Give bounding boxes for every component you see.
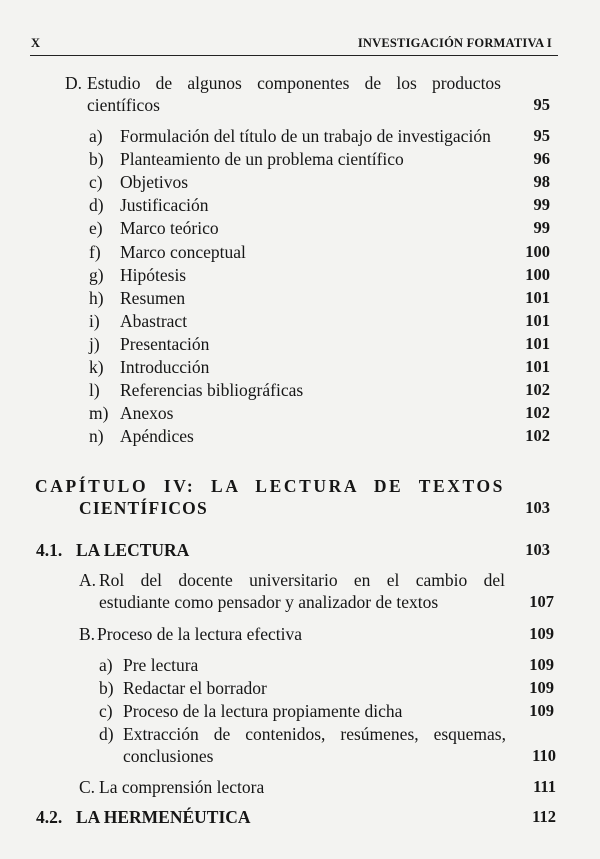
- subitem-page: 100: [525, 265, 550, 284]
- subitem-letter: g): [89, 265, 104, 285]
- subitem-page: 95: [533, 126, 550, 145]
- entry-letter: B.: [79, 624, 96, 644]
- subitem-letter: j): [89, 334, 100, 354]
- subitem-page: 100: [525, 242, 550, 261]
- subitem-label: Formulación del título de un trabajo de investigación: [120, 126, 491, 146]
- entry-letter: A.: [79, 570, 97, 590]
- entry-page: 111: [533, 777, 556, 796]
- subitem-label: Pre lectura: [123, 655, 199, 675]
- subitem-letter: k): [89, 357, 104, 377]
- entry-letter: C.: [79, 777, 96, 797]
- subitem-label: Marco conceptual: [120, 242, 246, 262]
- subitem-label: Presentación: [120, 334, 210, 354]
- subitem-page: 99: [533, 218, 550, 237]
- subitem-letter: f): [89, 242, 101, 262]
- subitem-page: 110: [532, 746, 556, 765]
- subitem-label-line2: conclusiones: [123, 746, 214, 766]
- subitem-page: 98: [533, 172, 550, 191]
- subitem-letter: m): [89, 403, 109, 423]
- subitem-letter: d): [99, 724, 114, 744]
- section-page: 112: [532, 807, 556, 826]
- subitem-label: Introducción: [120, 357, 210, 377]
- entry-page: 107: [529, 592, 554, 611]
- subitem-letter: a): [89, 126, 103, 146]
- subitem-page: 102: [525, 403, 550, 422]
- subitem-letter: a): [99, 655, 113, 675]
- subitem-letter: h): [89, 288, 104, 308]
- subitem-label: Apéndices: [120, 426, 194, 446]
- subitem-page: 101: [525, 334, 550, 353]
- chapter-title-line1: CAPÍTULO IV: LA LECTURA DE TEXTOS: [35, 476, 505, 496]
- chapter-title-line2: CIENTÍFICOS: [79, 498, 208, 518]
- subitem-label: Redactar el borrador: [123, 678, 267, 698]
- header-rule: [30, 55, 558, 56]
- entry-title-line1: Estudio de algunos componentes de los productos: [87, 73, 501, 93]
- subitem-letter: b): [99, 678, 114, 698]
- subitem-label: Planteamiento de un problema científico: [120, 149, 404, 169]
- subitem-letter: l): [89, 380, 100, 400]
- section-title: LA HERMENÉUTICA: [76, 807, 251, 827]
- subitem-page: 101: [525, 288, 550, 307]
- subitem-letter: i): [89, 311, 100, 331]
- section-title: LA LECTURA: [76, 540, 190, 560]
- section-number: 4.1.: [36, 540, 63, 560]
- section-page: 103: [525, 540, 550, 559]
- entry-title-line1: Rol del docente universitario en el cambio del: [99, 570, 505, 590]
- subitem-page: 101: [525, 357, 550, 376]
- subitem-label: Marco teórico: [120, 218, 219, 238]
- subitem-label: Proceso de la lectura propiamente dicha: [123, 701, 403, 721]
- chapter-page: 103: [525, 498, 550, 517]
- subitem-label: Hipótesis: [120, 265, 187, 285]
- subitem-letter: n): [89, 426, 104, 446]
- subitem-label: Referencias bibliográficas: [120, 380, 304, 400]
- subitem-page: 96: [533, 149, 550, 168]
- entry-page: 95: [533, 95, 550, 114]
- subitem-letter: d): [89, 195, 104, 215]
- entry-page: 109: [529, 624, 554, 643]
- page-number: X: [31, 36, 41, 50]
- subitem-page: 101: [525, 311, 550, 330]
- entry-letter: D.: [65, 73, 83, 93]
- subitem-letter: b): [89, 149, 104, 169]
- entry-title: La comprensión lectora: [99, 777, 265, 797]
- subitem-label: Abastract: [120, 311, 188, 331]
- subitem-page: 109: [529, 678, 554, 697]
- subitem-letter: e): [89, 218, 103, 238]
- subitem-label: Anexos: [120, 403, 174, 423]
- subitem-label: Justificación: [120, 195, 209, 215]
- subitem-label: Resumen: [120, 288, 186, 308]
- subitem-page: 99: [533, 195, 550, 214]
- subitem-page: 109: [529, 655, 554, 674]
- subitem-page: 102: [525, 380, 550, 399]
- subitem-letter: c): [99, 701, 113, 721]
- running-title: INVESTIGACIÓN FORMATIVA I: [357, 36, 552, 50]
- subitem-label-line1: Extracción de contenidos, resúmenes, esquemas,: [123, 724, 506, 744]
- subitem-page: 109: [529, 701, 554, 720]
- subitem-page: 102: [525, 426, 550, 445]
- section-number: 4.2.: [36, 807, 63, 827]
- subitem-label: Objetivos: [120, 172, 189, 192]
- subitem-letter: c): [89, 172, 103, 192]
- entry-title-line2: científicos: [87, 95, 160, 115]
- entry-title: Proceso de la lectura efectiva: [97, 624, 303, 644]
- entry-title-line2: estudiante como pensador y analizador de textos: [99, 592, 439, 612]
